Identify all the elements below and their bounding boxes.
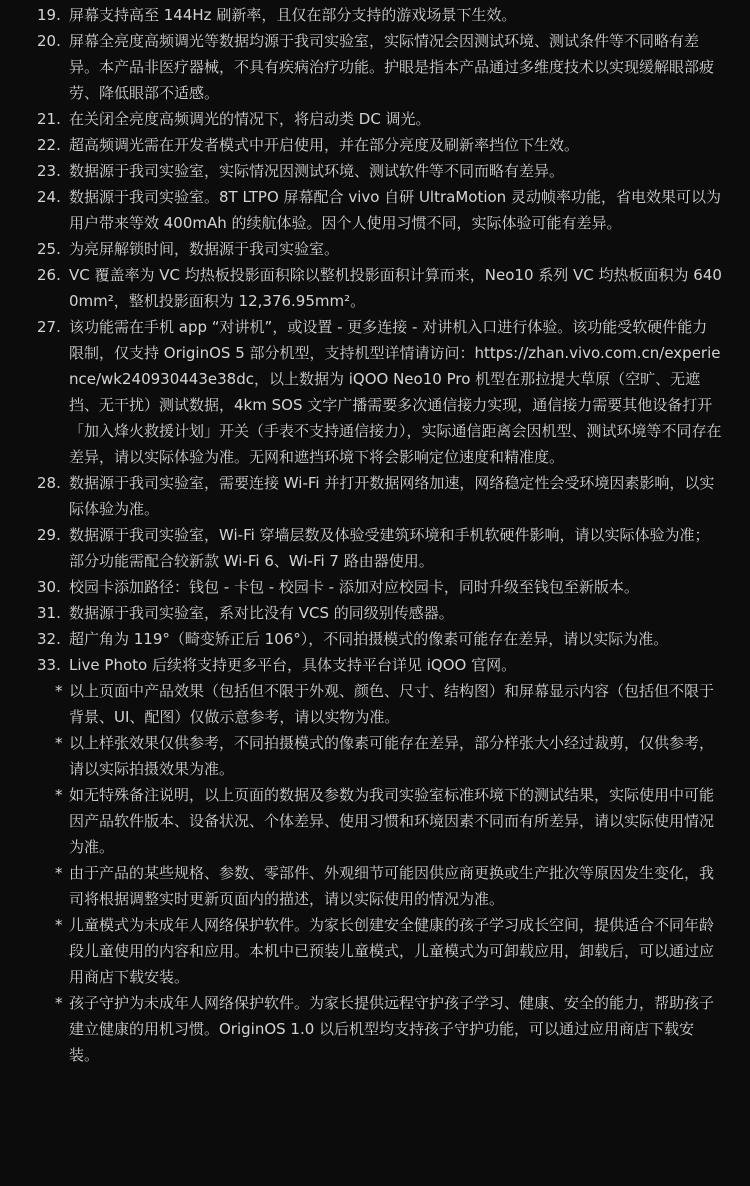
- asterisk-bullet: *: [55, 994, 63, 1012]
- disclaimer-text: 以上样张效果仅供参考，不同拍摄模式的像素可能存在差异，部分样张大小经过裁剪，仅供参考，请以实际拍摄效果为准。: [69, 734, 715, 778]
- asterisk-bullet: *: [55, 916, 63, 934]
- footnote-number: 19.: [37, 6, 61, 24]
- footnote-22: [0, 132, 750, 158]
- footnote-number: 21.: [37, 110, 61, 128]
- footnote-number: 29.: [37, 526, 61, 544]
- disclaimer-note: [0, 730, 750, 782]
- footnote-text: 屏幕支持高至 144Hz 刷新率，且仅在部分支持的游戏场景下生效。: [69, 6, 517, 24]
- footnote-text: Live Photo 后续将支持更多平台，具体支持平台详见 iQOO 官网。: [69, 656, 517, 674]
- disclaimer-note: [0, 678, 750, 730]
- footnote-text: 屏幕全亮度高频调光等数据均源于我司实验室，实际情况会因测试环境、测试条件等不同略有差异。本产品非医疗器械，不具有疾病治疗功能。护眼是指本产品通过多维度技术以实现缓解眼部疲劳、降低眼部不适感。: [69, 32, 715, 102]
- footnote-21: [0, 106, 750, 132]
- footnote-text: 数据源于我司实验室，实际情况因测试环境、测试软件等不同而略有差异。: [69, 162, 565, 180]
- footnote-number: 20.: [37, 32, 61, 50]
- footnote-text: 校园卡添加路径：钱包 - 卡包 - 校园卡 - 添加对应校园卡，同时升级至钱包至新版本。: [69, 578, 639, 596]
- asterisk-bullet: *: [55, 734, 63, 752]
- footnote-31: [0, 600, 750, 626]
- disclaimer-note: [0, 990, 750, 1068]
- footnote-24: [0, 184, 750, 236]
- footnote-number: 28.: [37, 474, 61, 492]
- footnote-text: 超广角为 119°（畸变矫正后 106°），不同拍摄模式的像素可能存在差异，请以实际为准。: [69, 630, 669, 648]
- footnote-number: 23.: [37, 162, 61, 180]
- footnote-20: [0, 28, 750, 106]
- footnote-number: 25.: [37, 240, 61, 258]
- disclaimer-text: 孩子守护为未成年人网络保护软件。为家长提供远程守护孩子学习、健康、安全的能力，帮助孩子建立健康的用机习惯。OriginOS 1.0 以后机型均支持孩子守护功能，可以通过应用商店下载安装。: [69, 994, 715, 1064]
- disclaimer-text: 如无特殊备注说明，以上页面的数据及参数为我司实验室标准环境下的测试结果，实际使用中可能因产品软件版本、设备状况、个体差异、使用习惯和环境因素不同而有所差异，请以实际使用情况为准。: [69, 786, 715, 856]
- footnote-text: 数据源于我司实验室。8T LTPO 屏幕配合 vivo 自研 UltraMotion 灵动帧率功能，省电效果可以为用户带来等效 400mAh 的续航体验。因个人使用习惯不同，实际体验可能有差异。: [69, 188, 721, 232]
- asterisk-bullet: *: [55, 786, 63, 804]
- footnote-text: VC 覆盖率为 VC 均热板投影面积除以整机投影面积计算而来，Neo10 系列 VC 均热板面积为 6400mm²，整机投影面积为 12,376.95mm²。: [69, 266, 722, 310]
- footnote-29: [0, 522, 750, 574]
- footnote-number: 24.: [37, 188, 61, 206]
- disclaimer-text: 儿童模式为未成年人网络保护软件。为家长创建安全健康的孩子学习成长空间，提供适合不同年龄段儿童使用的内容和应用。本机中已预装儿童模式，儿童模式为可卸载应用，卸载后，可以通过应用商店下载安装。: [69, 916, 715, 986]
- footnote-text: 数据源于我司实验室，需要连接 Wi-Fi 并打开数据网络加速，网络稳定性会受环境因素影响，以实际体验为准。: [69, 474, 715, 518]
- footnote-number: 22.: [37, 136, 61, 154]
- footnote-23: [0, 158, 750, 184]
- footnote-number: 27.: [37, 318, 61, 336]
- footnote-text: 数据源于我司实验室，系对比没有 VCS 的同级别传感器。: [69, 604, 454, 622]
- footnote-number: 31.: [37, 604, 61, 622]
- footnote-number: 30.: [37, 578, 61, 596]
- asterisk-bullet: *: [55, 682, 63, 700]
- asterisk-bullet: *: [55, 864, 63, 882]
- disclaimer-text: 以上页面中产品效果（包括但不限于外观、颜色、尺寸、结构图）和屏幕显示内容（包括但不限于背景、UI、配图）仅做示意参考，请以实物为准。: [69, 682, 715, 726]
- footnote-27: [0, 314, 750, 470]
- disclaimer-note: [0, 860, 750, 912]
- disclaimer-note: [0, 782, 750, 860]
- footnote-25: [0, 236, 750, 262]
- footnote-30: [0, 574, 750, 600]
- footnote-28: [0, 470, 750, 522]
- footnote-33: [0, 652, 750, 678]
- footnote-26: [0, 262, 750, 314]
- footnote-number: 26.: [37, 266, 61, 284]
- footnote-text: 数据源于我司实验室，Wi-Fi 穿墙层数及体验受建筑环境和手机软硬件影响，请以实际体验为准；部分功能需配合较新款 Wi-Fi 6、Wi-Fi 7 路由器使用。: [69, 526, 710, 570]
- footnote-number: 32.: [37, 630, 61, 648]
- disclaimer-text: 由于产品的某些规格、参数、零部件、外观细节可能因供应商更换或生产批次等原因发生变化，我司将根据调整实时更新页面内的描述，请以实际使用的情况为准。: [69, 864, 715, 908]
- disclaimer-note: [0, 912, 750, 990]
- footnote-text: 为亮屏解锁时间，数据源于我司实验室。: [69, 240, 340, 258]
- footnote-text: 超高频调光需在开发者模式中开启使用，并在部分亮度及刷新率挡位下生效。: [69, 136, 580, 154]
- footnote-number: 33.: [37, 656, 61, 674]
- footnote-19: [0, 2, 750, 28]
- footnote-text: 在关闭全亮度高频调光的情况下，将启动类 DC 调光。: [69, 110, 431, 128]
- footnote-32: [0, 626, 750, 652]
- footnote-text: 该功能需在手机 app “对讲机”，或设置 - 更多连接 - 对讲机入口进行体验。该功能受软硬件能力限制，仅支持 OriginOS 5 部分机型，支持机型详情请访问：https://zhan.vivo.com.cn/experience/wk240930443e38dc，以上数据为 iQOO Neo10 Pro 机型在那拉提大草原（空旷、无遮挡、无干扰）测试数据，4km SOS 文字广播需要多次通信接力实现，通信接力需要其他设备打开「加入烽火救援计划」开关（手表不支持通信接力），实际通信距离会因机型、测试环境等不同存在差异，请以实际体验为准。无网和遮挡环境下将会影响定位速度和精准度。: [69, 318, 722, 466]
